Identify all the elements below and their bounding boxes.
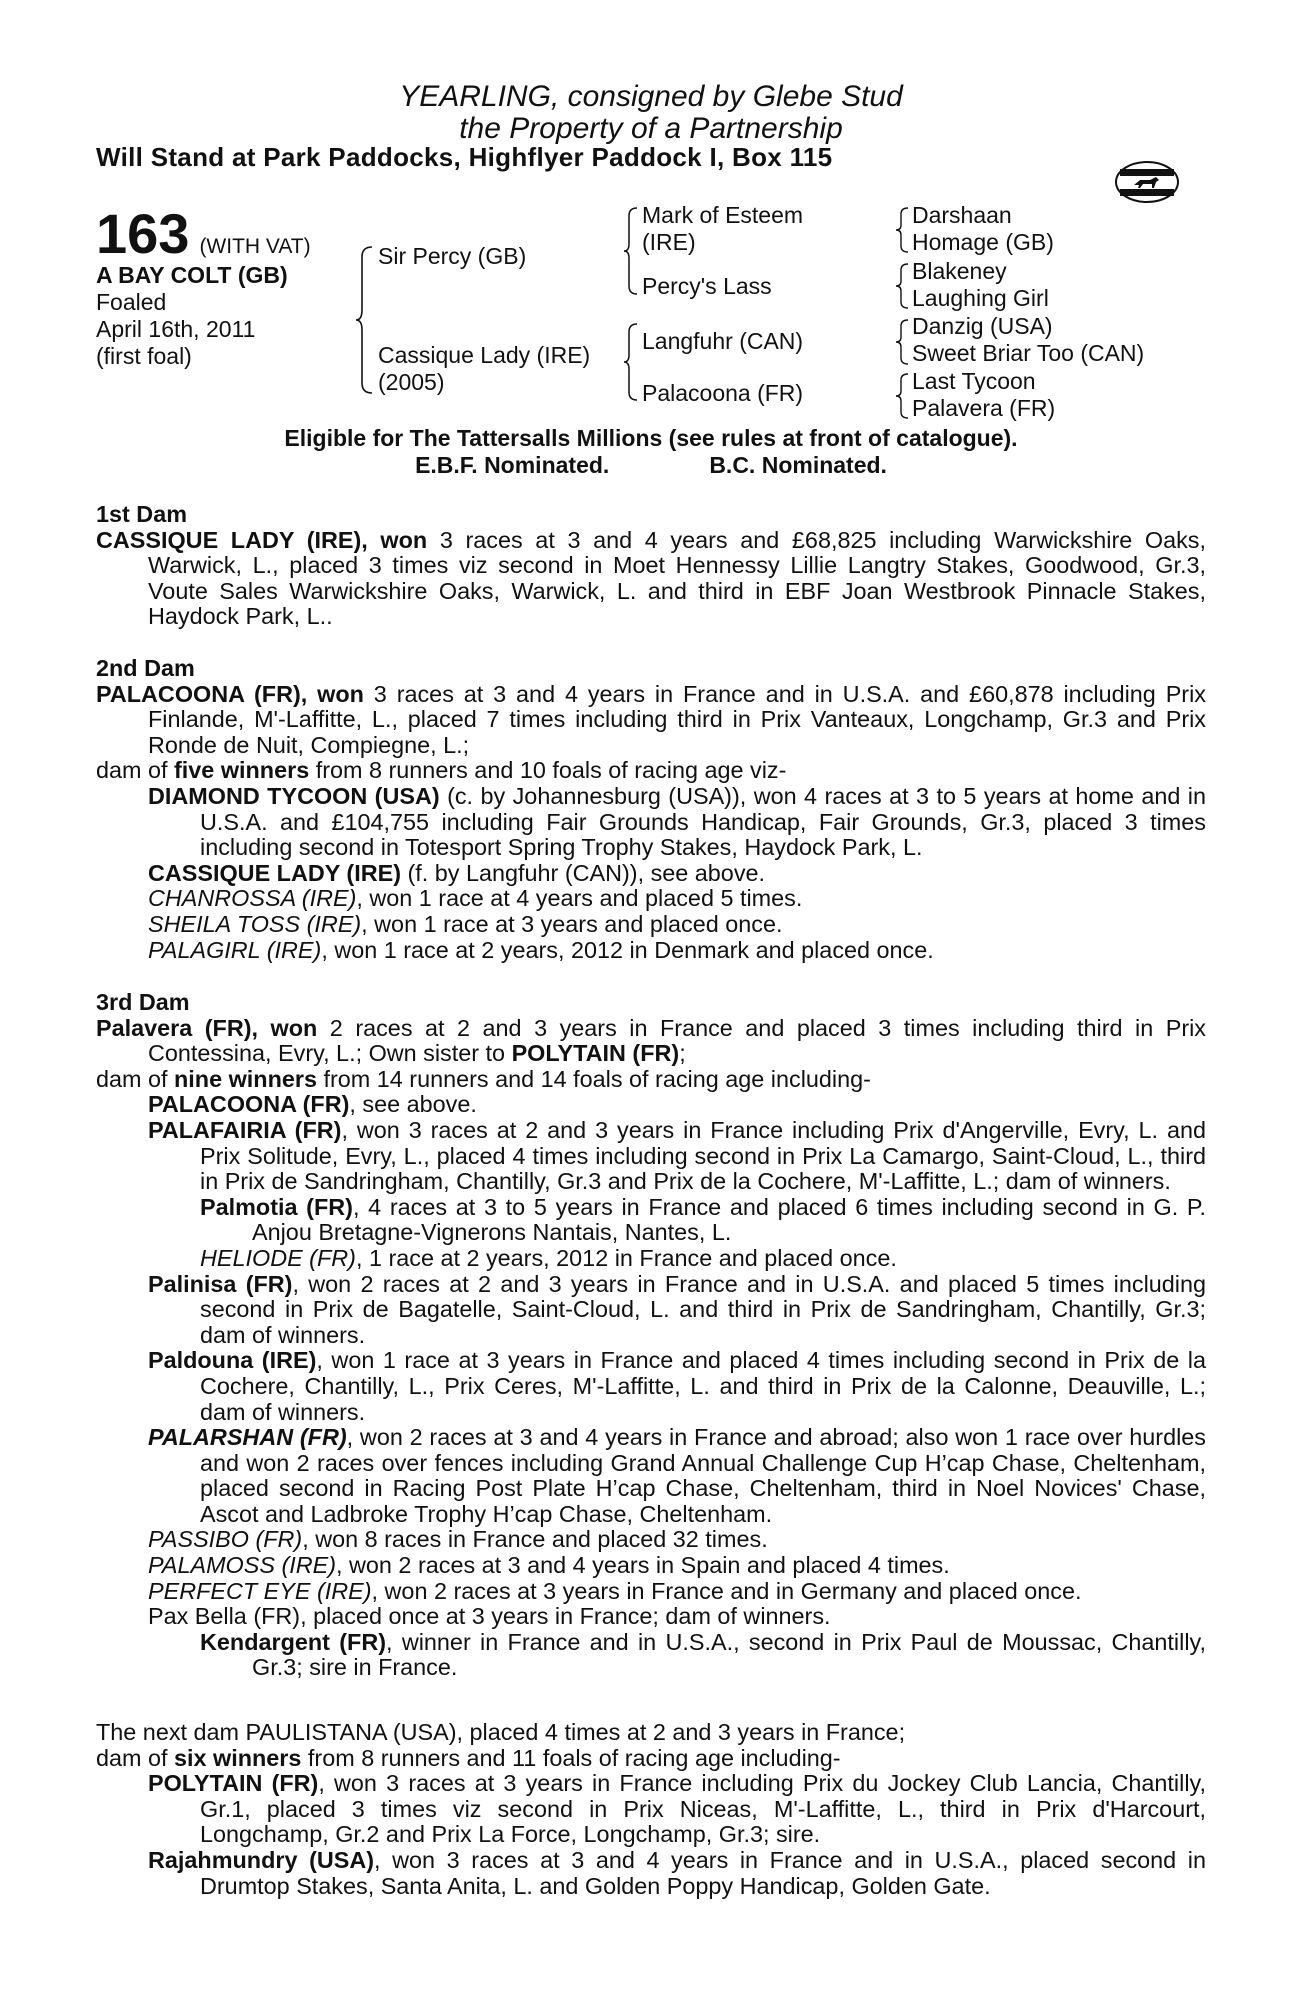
pedigree-brace-sire-parents xyxy=(624,206,640,296)
fourth-dam-record: The next dam PAULISTANA (USA), placed 4 times at 2 and 3 years in France; xyxy=(96,1719,906,1745)
eligibility-line: Eligible for The Tattersalls Millions (see rules at front of catalogue). xyxy=(284,425,1018,451)
progeny-entry: Palmotia (FR), 4 races at 3 to 5 years in France and placed 6 times including second in G. P. Anjou Bretagne-Vignerons Nantais, Nantes, L. xyxy=(200,1193,1207,1246)
ped-sss: Darshaan xyxy=(912,202,1012,228)
third-dam-produce-summary: dam of nine winners from 14 runners and 14 foals of racing age including- xyxy=(96,1065,871,1092)
pedigree-brace-dam-parents xyxy=(624,322,640,402)
foal-note: (first foal) xyxy=(96,343,192,369)
nomination-line xyxy=(96,452,1206,479)
foaled-date: April 16th, 2011 xyxy=(96,316,256,342)
ped-ddd: Palavera (FR) xyxy=(912,395,1056,421)
foaled-label: Foaled xyxy=(96,289,167,315)
stand-location: Will Stand at Park Paddocks, Highflyer Paddock I, Box 115 xyxy=(96,142,833,172)
fourth-dam-section xyxy=(96,1720,1206,1899)
sire-sire-country: (IRE) xyxy=(642,229,696,255)
lot-number-block xyxy=(96,202,311,265)
progeny-entry: CHANROSSA (IRE), won 1 race at 4 years and placed 5 times. xyxy=(148,885,803,912)
lot-number: 163 xyxy=(96,202,190,265)
third-dam-section xyxy=(96,990,1206,1681)
second-dam-record: PALACOONA (FR), won 3 races at 3 and 4 years in France and in U.S.A. and £60,878 including Prix Finlande, M'-Laffitte, L., placed 7 times including third in Prix Vanteaux, Longchamp, Gr.3 and Prix Ronde de Nuit, Compiegne, L.; xyxy=(96,680,1206,758)
ped-dss: Danzig (USA) xyxy=(912,313,1053,339)
ped-sdd: Laughing Girl xyxy=(912,285,1049,311)
second-dam-section xyxy=(96,656,1206,963)
ped-ssd: Homage (GB) xyxy=(912,229,1054,255)
fourth-dam-produce-summary: dam of six winners from 8 runners and 11 foals of racing age including- xyxy=(96,1744,841,1771)
property-line: the Property of a Partnership xyxy=(459,112,843,145)
second-dam-produce-summary: dam of five winners from 8 runners and 10 foals of racing age viz- xyxy=(96,757,787,784)
progeny-entry: PERFECT EYE (IRE), won 2 races at 3 years in France and in Germany and placed once. xyxy=(148,1577,1082,1604)
pedigree-brace-1 xyxy=(896,206,910,254)
pedigree-brace-4 xyxy=(896,372,910,420)
consignor-line: YEARLING, consigned by Glebe Stud xyxy=(399,80,903,113)
progeny-entry: PALARSHAN (FR), won 2 races at 3 and 4 years in France and abroad; also won 1 race over hurdles and won 2 races over fences including Grand Annual Challenge Cup H’cap Chase, Cheltenham, placed second in Racing Post Plate H’cap Chase, Cheltenham, third in Noel Novices' Chase, Ascot and Ladbroke Trophy H’cap Chase, Cheltenham. xyxy=(148,1424,1206,1527)
dam-year: (2005) xyxy=(378,369,445,395)
sire-dam: Percy's Lass xyxy=(642,273,772,299)
progeny-entry: PALAFAIRIA (FR), won 3 races at 2 and 3 years in France including Prix d'Angerville, Evry, L. and Prix Solitude, Evry, L., placed 4 times including second in Prix La Camargo, Saint-Cloud, L., third in Prix de Sandringham, Chantilly, Gr.3 and Prix de la Cochere, M'-Laffitte, L.; dam of winners. xyxy=(148,1116,1207,1195)
progeny-entry: Rajahmundry (USA), won 3 races at 3 and 4 years in France and in U.S.A., placed second in Drumtop Stakes, Santa Anita, L. and Golden Poppy Handicap, Golden Gate. xyxy=(148,1846,1206,1899)
progeny-entry: Palinisa (FR), won 2 races at 2 and 3 years in France and in U.S.A. and placed 5 times including second in Prix de Bagatelle, Saint-Cloud, L. and third in Prix de Sandringham, Chantilly, Gr.3; dam of winners. xyxy=(148,1270,1207,1348)
progeny-entry: Pax Bella (FR), placed once at 3 years in France; dam of winners. xyxy=(148,1603,831,1630)
progeny-entry: SHEILA TOSS (IRE), won 1 race at 3 years and placed once. xyxy=(148,910,783,937)
vat-note: (WITH VAT) xyxy=(199,235,311,258)
ped-dds: Last Tycoon xyxy=(912,368,1036,394)
progeny-entry: Paldouna (IRE), won 1 race at 3 years in France and placed 4 times including second in Prix de la Cochere, Chantilly, L., Prix Ceres, M'-Laffitte, L. and third in Prix de la Calonne, Deauville, L.; dam of winners. xyxy=(148,1347,1206,1425)
third-dam-heading: 3rd Dam xyxy=(96,989,190,1015)
progeny-entry: PALAGIRL (IRE), won 1 race at 2 years, 2012 in Denmark and placed once. xyxy=(148,936,934,963)
progeny-entry: CASSIQUE LADY (IRE) (f. by Langfuhr (CAN)), see above. xyxy=(148,859,766,886)
dam-dam: Palacoona (FR) xyxy=(642,380,804,406)
lot-details xyxy=(96,262,288,370)
dam-sire: Langfuhr (CAN) xyxy=(642,328,804,354)
yearling-bonus-logo xyxy=(1114,160,1180,204)
first-dam-heading: 1st Dam xyxy=(96,501,188,527)
progeny-entry: PALAMOSS (IRE), won 2 races at 3 and 4 years in Spain and placed 4 times. xyxy=(148,1552,950,1579)
progeny-entry: DIAMOND TYCOON (USA) (c. by Johannesburg (USA)), won 4 races at 3 to 5 years at home and in U.S.A. and £104,755 including Fair Grounds Handicap, Fair Grounds, Gr.3, placed 3 times including second in Totesport Spring Trophy Stakes, Haydock Park, L. xyxy=(148,782,1206,861)
progeny-entry: POLYTAIN (FR), won 3 races at 3 years in France including Prix du Jockey Club Lancia, Chantilly, Gr.1, placed 3 times viz second in Prix Niceas, M'-Laffitte, L., third in Prix d'Harcourt, Longchamp, Gr.2 and Prix La Force, Longchamp, Gr.3; sire. xyxy=(148,1770,1206,1848)
first-dam-section xyxy=(96,502,1206,630)
pedigree-brace-sire-dam xyxy=(356,245,376,395)
second-dam-heading: 2nd Dam xyxy=(96,655,195,681)
ped-dsd: Sweet Briar Too (CAN) xyxy=(912,340,1145,366)
pedigree-brace-2 xyxy=(896,262,910,310)
ped-sds: Blakeney xyxy=(912,258,1007,284)
ebf-nominated: E.B.F. Nominated. xyxy=(415,452,610,478)
third-dam-record: Palavera (FR), won 2 races at 2 and 3 years in France and placed 3 times including third in Prix Contessina, Evry, L.; Own sister to POLYTAIN (FR); xyxy=(96,1014,1206,1067)
sire: Sir Percy (GB) xyxy=(378,243,527,269)
pedigree-brace-3 xyxy=(896,318,910,366)
progeny-entry: HELIODE (FR), 1 race at 2 years, 2012 in France and placed once. xyxy=(200,1244,897,1271)
progeny-entry: PALACOONA (FR), see above. xyxy=(148,1091,477,1118)
progeny-entry: PASSIBO (FR), won 8 races in France and placed 32 times. xyxy=(148,1526,768,1553)
sire-sire: Mark of Esteem xyxy=(642,202,804,228)
lot-name: A BAY COLT (GB) xyxy=(96,262,288,288)
progeny-entry: Kendargent (FR), winner in France and in U.S.A., second in Prix Paul de Moussac, Chantilly, Gr.3; sire in France. xyxy=(200,1628,1206,1681)
bc-nominated: B.C. Nominated. xyxy=(709,452,887,478)
first-dam-record: CASSIQUE LADY (IRE), won 3 races at 3 and 4 years and £68,825 including Warwickshire Oaks, Warwick, L., placed 3 times viz second in Moet Hennessy Lillie Langtry Stakes, Goodwood, Gr.3, Voute Sales Warwickshire Oaks, Warwick, L. and third in EBF Joan Westbrook Pinnacle Stakes, Haydock Park, L.. xyxy=(96,526,1206,630)
dam: Cassique Lady (IRE) xyxy=(378,342,591,368)
